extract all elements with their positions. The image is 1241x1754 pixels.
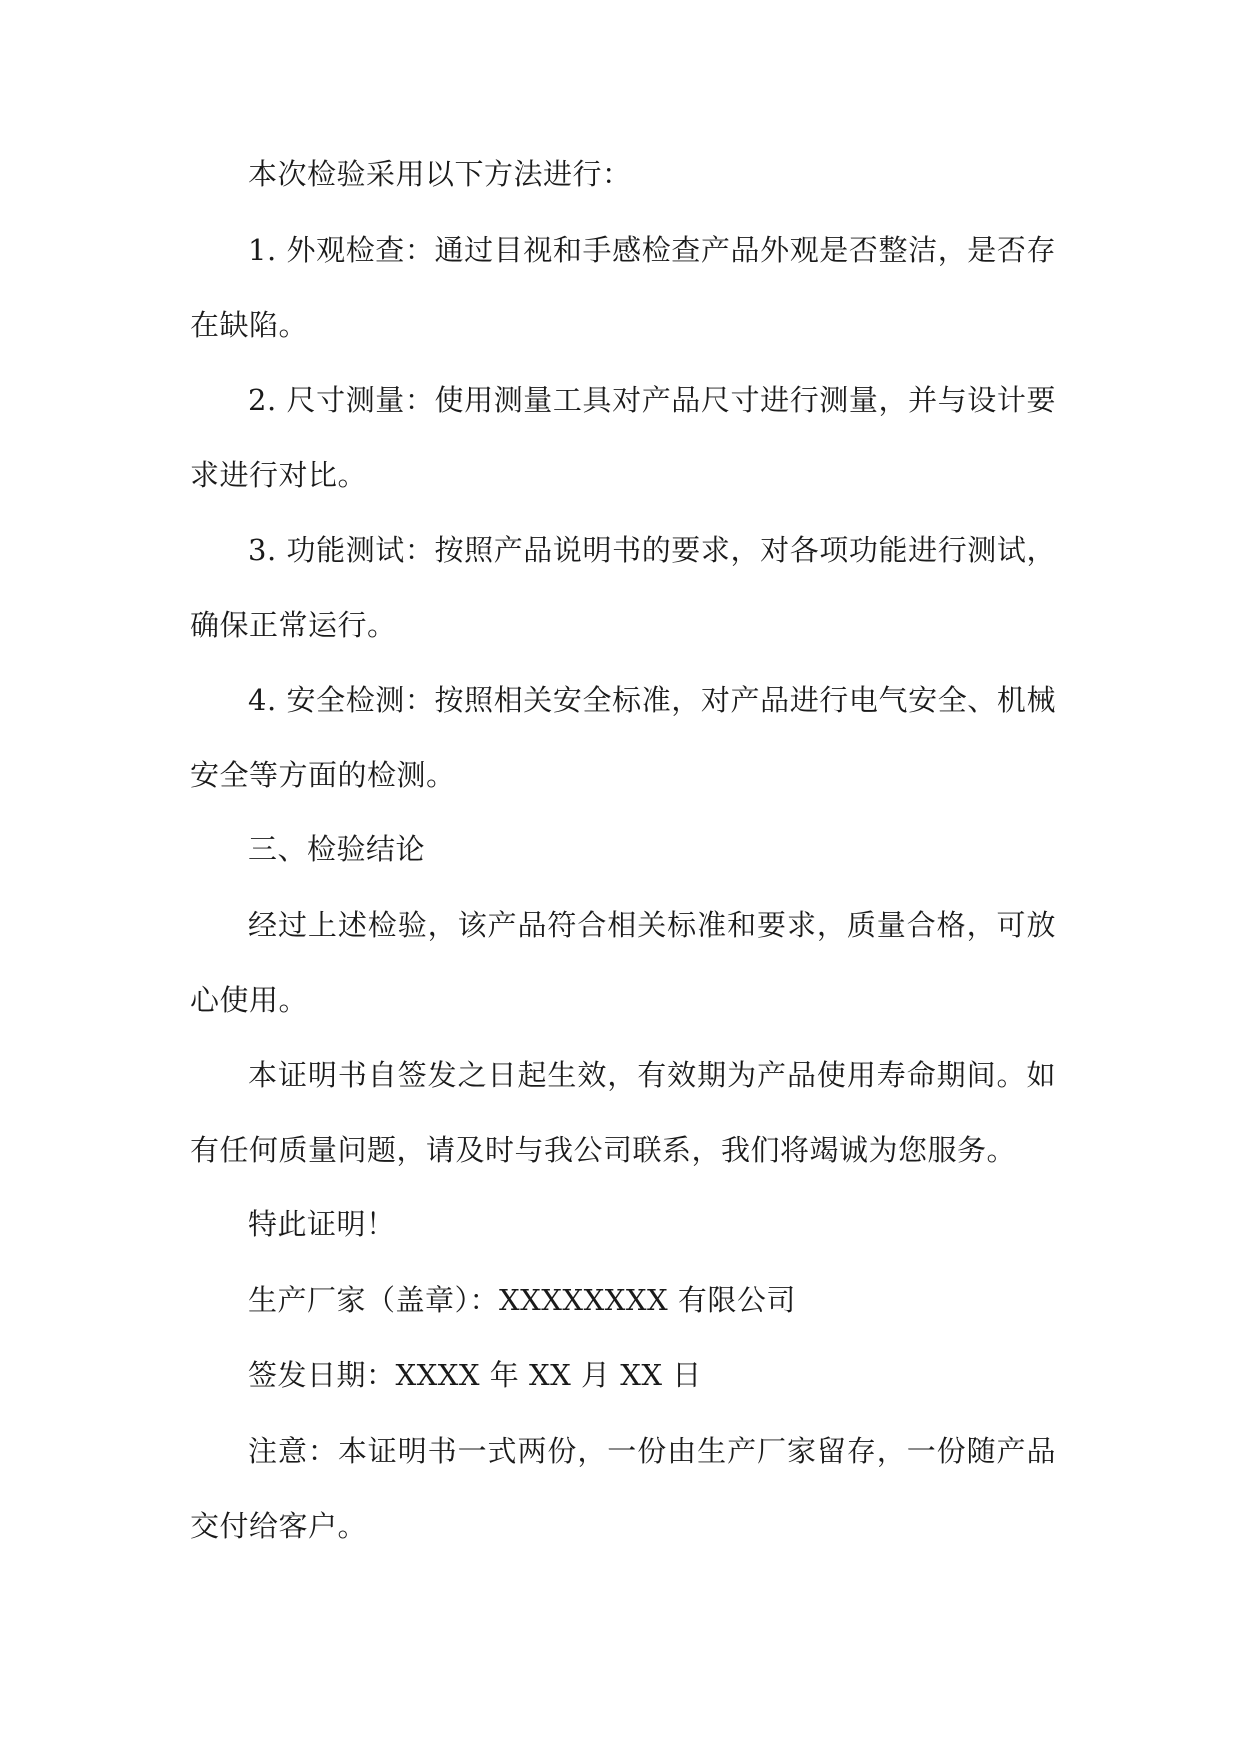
method-safety-test: 4. 安全检测：按照相关安全标准，对产品进行电气安全、机械安全等方面的检测。: [190, 683, 1056, 792]
issue-date-line: 签发日期：XXXX 年 XX 月 XX 日: [248, 1358, 702, 1392]
manufacturer-line: 生产厂家（盖章）：XXXXXXXX 有限公司: [248, 1283, 796, 1317]
methods-intro: 本次检验采用以下方法进行：: [248, 157, 632, 191]
section-heading-conclusion: 三、检验结论: [248, 832, 426, 866]
note-text: 注意：本证明书一式两份，一份由生产厂家留存，一份随产品交付给客户。: [190, 1434, 1056, 1543]
certification-statement: 特此证明！: [248, 1207, 396, 1241]
method-function-test: 3. 功能测试：按照产品说明书的要求，对各项功能进行测试，确保正常运行。: [190, 533, 1056, 642]
validity-statement: 本证明书自签发之日起生效，有效期为产品使用寿命期间。如有任何质量问题，请及时与我公司联系，我们将竭诚为您服务。: [190, 1058, 1056, 1167]
conclusion-text: 经过上述检验，该产品符合相关标准和要求，质量合格，可放心使用。: [190, 908, 1056, 1017]
method-appearance-check: 1. 外观检查：通过目视和手感检查产品外观是否整洁，是否存在缺陷。: [190, 233, 1056, 342]
method-dimension-measurement: 2. 尺寸测量：使用测量工具对产品尺寸进行测量，并与设计要求进行对比。: [190, 383, 1056, 492]
